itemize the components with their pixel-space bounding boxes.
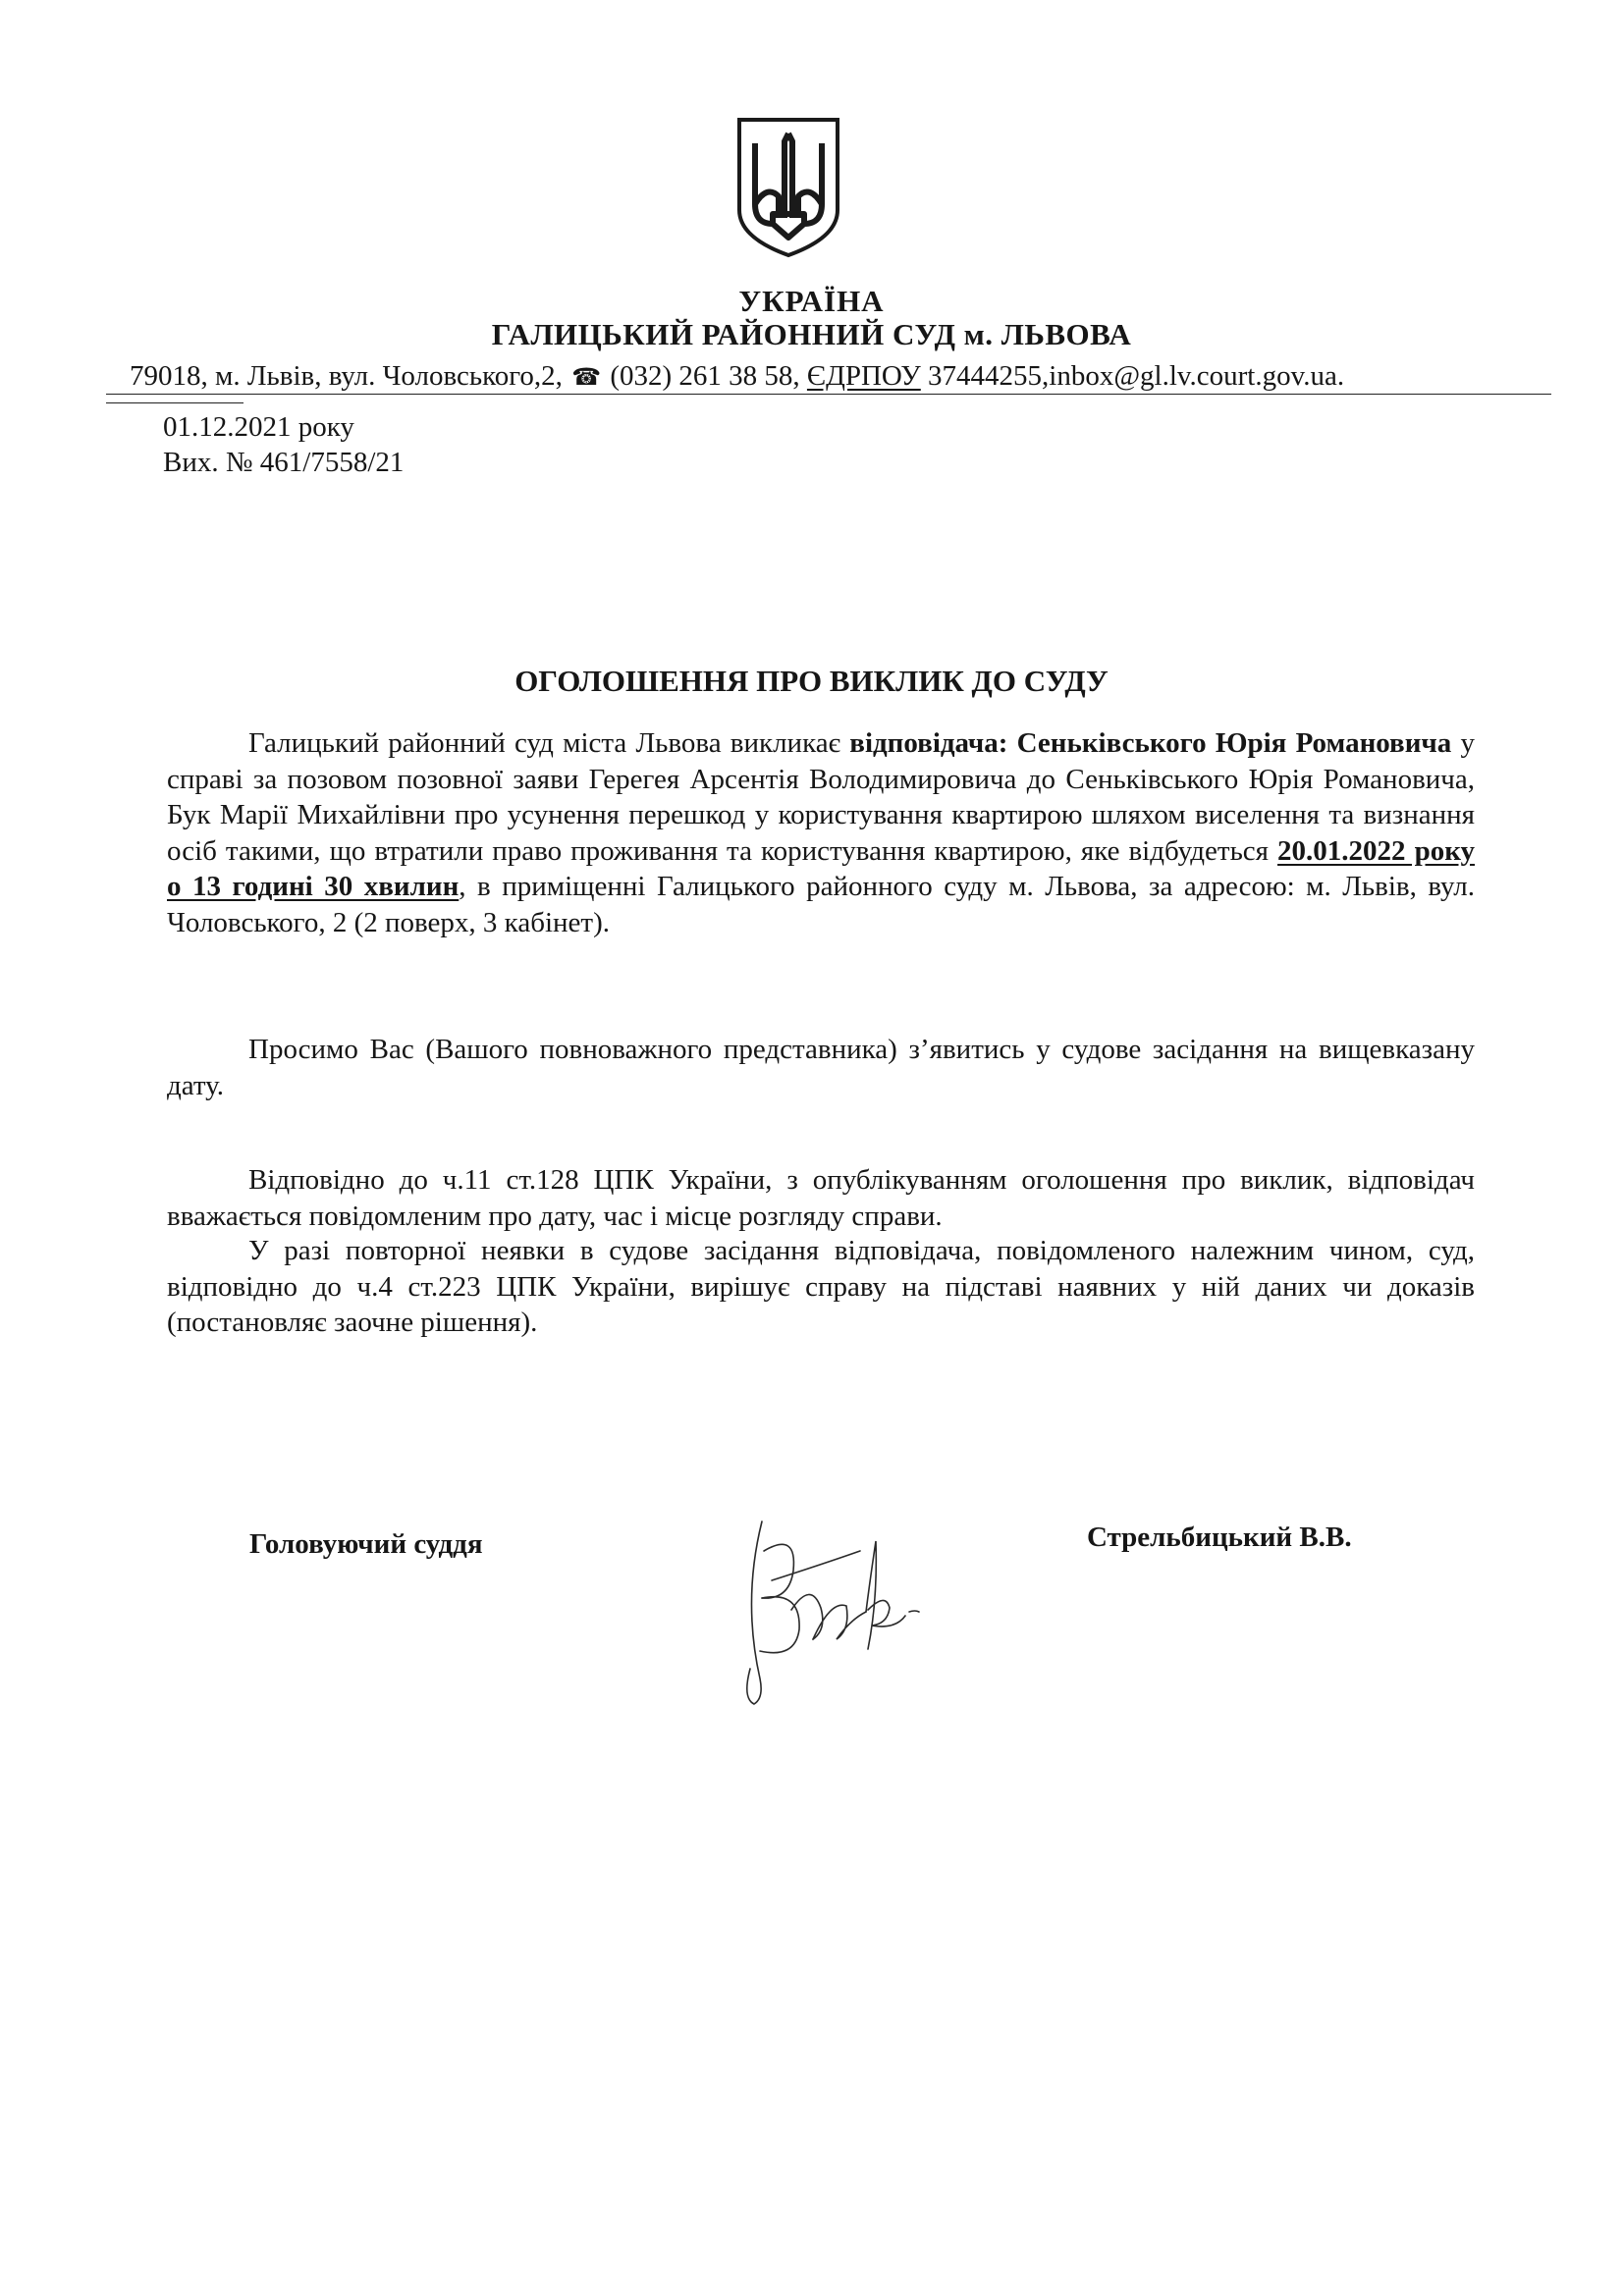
court-phone: (032) 261 38 58,: [610, 360, 800, 392]
legal-basis-paragraph: Відповідно до ч.11 ст.128 ЦПК України, з опублікуванням оголошення про виклик, відповідач вважається повідомленим про дату, час і місце розгляду справи.: [167, 1164, 1475, 1232]
hearing-location: , в приміщенні Галицького районного суду м. Львова, за адресою: м. Львів, вул. Чоловського, 2 (2 поверх, 3 кабінет).: [167, 871, 1475, 938]
edrpou-label: ЄДРПОУ: [806, 360, 921, 392]
case-description: у справі за позовом позовної заяви Герегея Арсентія Володимировича до Сеньківського Юрія Романовича, Бук Марії Михайлівни про усунення перешкод у користування квартирою шляхом виселення та визнання осіб такими, що втратили право проживання та користування квартирою, яке відбудеться: [167, 727, 1476, 867]
court-address-line: [130, 360, 1563, 393]
telephone-icon: ☎: [571, 365, 602, 391]
signatory-name: Стрельбицький В.В.: [1087, 1522, 1352, 1553]
header-divider-short: [106, 402, 243, 403]
summons-intro: Галицький районний суд міста Львова викликає: [248, 727, 850, 759]
request-paragraph: Просимо Вас (Вашого повноважного представника) з’явитись у судове засідання на вищевказану дату.: [167, 1034, 1475, 1101]
edrpou-and-email: 37444255,inbox@gl.lv.court.gov.ua.: [928, 360, 1345, 392]
hearing-datetime: 20.01.2022 року о 13 годині 30 хвилин: [167, 834, 1475, 902]
summons-paragraph: [167, 725, 1475, 940]
default-judgment-paragraph: У разі повторної неявки в судове засідання відповідача, повідомленого належним чином, суд, відповідно до ч.4 ст.223 ЦПК України, вирішує справу на підставі наявних у ній даних чи доказів (постановляє заочне рішення).: [167, 1235, 1475, 1338]
document-title: ОГОЛОШЕННЯ ПРО ВИКЛИК ДО СУДУ: [514, 664, 1109, 698]
trident-emblem-icon: [733, 116, 843, 259]
outgoing-date: 01.12.2021 року: [163, 411, 354, 443]
header-divider: [106, 394, 1551, 395]
court-address: 79018, м. Львів, вул. Чоловського,2,: [130, 360, 563, 392]
court-name-heading: ГАЛИЦЬКИЙ РАЙОННИЙ СУД м. ЛЬВОВА: [491, 317, 1132, 351]
outgoing-number: Вих. № 461/7558/21: [163, 447, 405, 478]
country-heading: УКРАЇНА: [738, 284, 885, 318]
signatory-role: Головуючий суддя: [249, 1528, 483, 1560]
handwritten-signature: [703, 1482, 939, 1718]
defendant-name: відповідача: Сеньківського Юрія Романовича: [849, 727, 1452, 759]
